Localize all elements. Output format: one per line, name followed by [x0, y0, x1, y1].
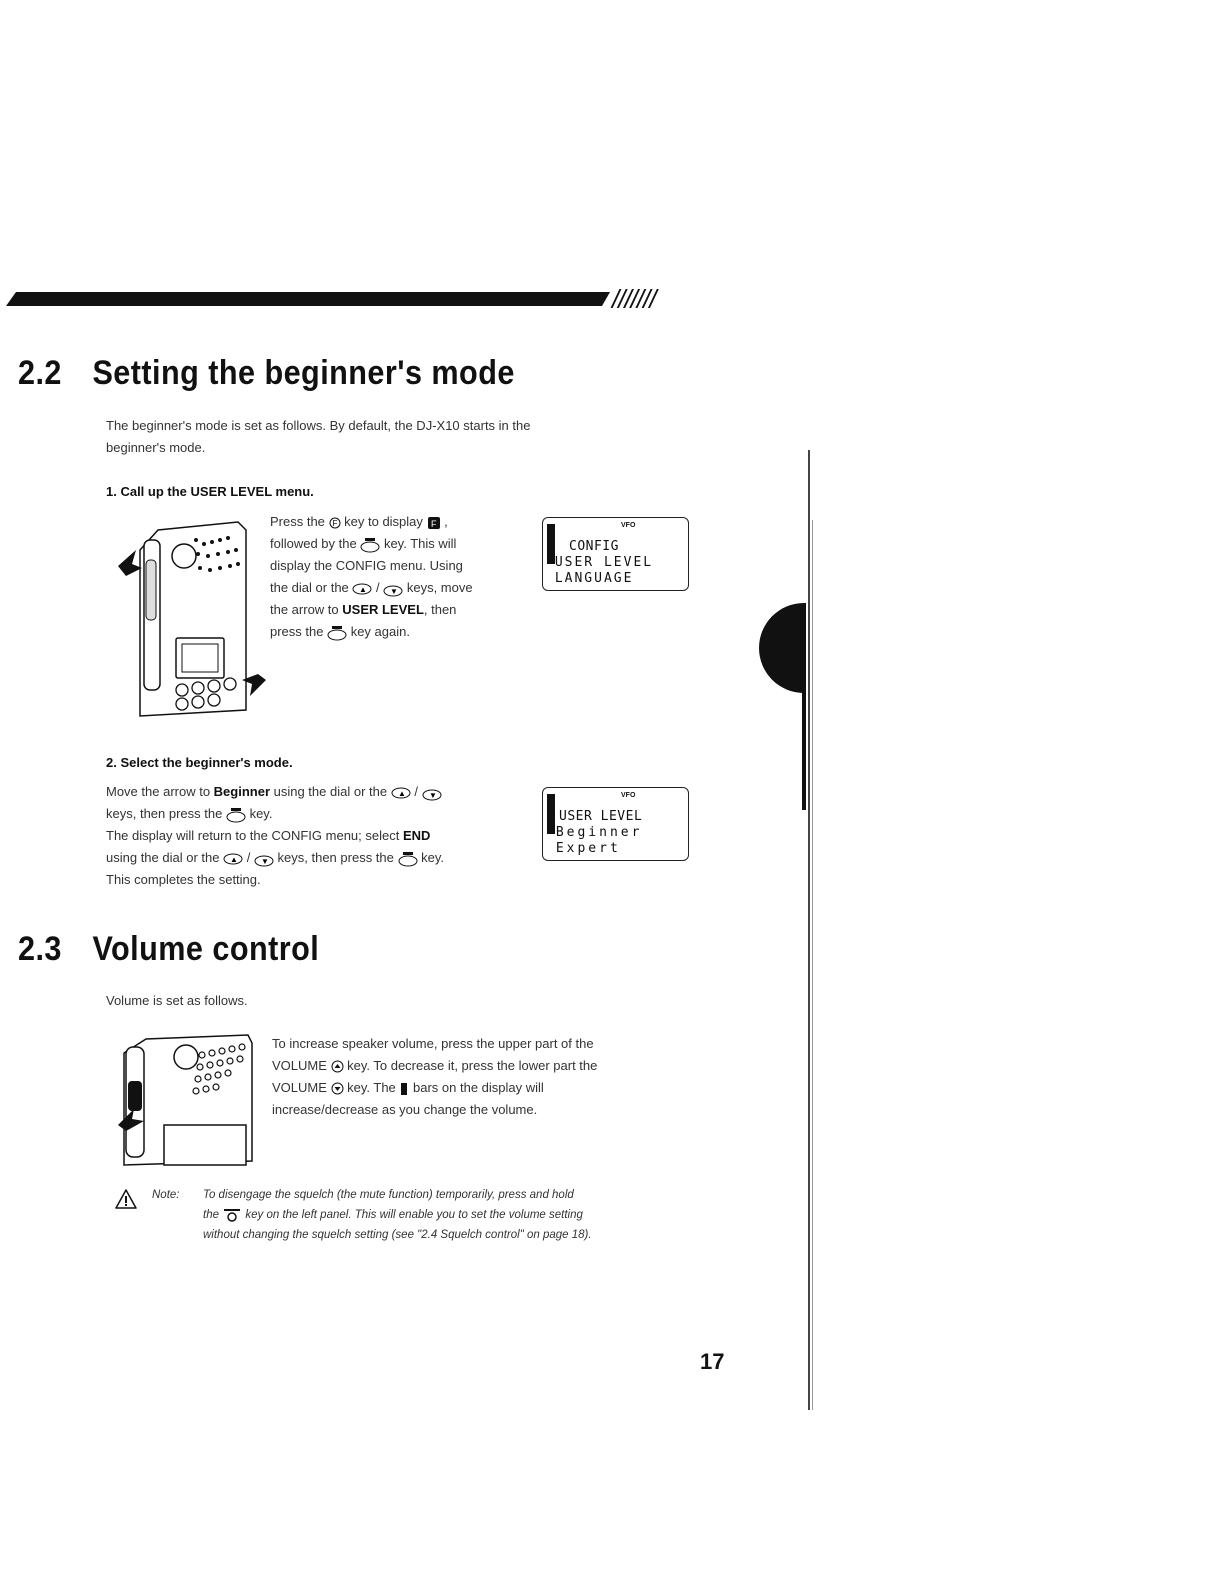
step2-line-4-post: key.: [417, 850, 444, 865]
svg-text:F: F: [430, 518, 437, 529]
radio-handset-drawing: [118, 520, 268, 720]
lcd-line-2: -USER LEVEL: [545, 555, 654, 570]
edge-line-faint: [812, 520, 813, 1410]
step1-line-4-mid: /: [372, 580, 384, 595]
volume-line-3-post: bars on the display will: [409, 1080, 544, 1095]
svg-text:▲: ▲: [397, 788, 406, 798]
step1-line-5-bold: USER LEVEL: [342, 602, 424, 617]
down-key-icon: [422, 785, 442, 801]
section-22-intro-line1: The beginner's mode is set as follows. By default, the DJ-X10 starts in the: [106, 418, 531, 433]
step1-line-1-post2: ,: [440, 514, 448, 529]
radio-handset-side-drawing: [116, 1033, 256, 1168]
section-22-intro-line2: beginner's mode.: [106, 440, 206, 455]
step1-line-4-pre: the dial or the: [270, 580, 353, 595]
step2-line-4-sep: /: [243, 850, 254, 865]
radio-illustration-2: [116, 1033, 256, 1173]
thumb-tab-marker: [759, 603, 849, 693]
step2-line-3-bold: END: [402, 828, 431, 843]
f-indicator-icon: [427, 516, 441, 530]
lcd-line-3: LANGUAGE: [545, 571, 634, 586]
f-key-icon: [329, 517, 341, 529]
step1-line-5-post: , then: [423, 602, 457, 617]
note-line-3: without changing the squelch setting (see "2.4 Squelch control" on page 18).: [203, 1229, 592, 1241]
volume-line-3-mid: key. The: [343, 1080, 400, 1095]
svg-text:F: F: [332, 518, 337, 528]
note-line-2: [203, 1205, 592, 1225]
volume-line-4: increase/decrease as you change the volume.: [272, 1102, 538, 1117]
step2-line-1-sep: /: [410, 784, 422, 799]
volume-line-3-pre: VOLUME: [272, 1080, 331, 1095]
step2-title: 2. Select the beginner's mode.: [106, 755, 293, 770]
section-22-intro: [106, 415, 530, 459]
volume-bars-icon: [399, 1082, 409, 1096]
step2-line-2: [106, 803, 444, 825]
section-23-number: 2.3: [18, 930, 62, 968]
step2-line-3: [106, 825, 444, 847]
volume-line-2: [272, 1055, 597, 1077]
note-line-2-post: key on the left panel. This will enable you to set the volume setting: [242, 1209, 583, 1221]
svg-text:▲: ▲: [230, 854, 238, 864]
arrow-left-indicator: [118, 550, 142, 576]
step2-line-1-post: using the dial or the: [270, 784, 391, 799]
caution-triangle-icon: [114, 1188, 138, 1210]
volume-down-icon: [331, 1082, 344, 1095]
step2-line-2-pre: keys, then press the: [106, 806, 226, 821]
set-ent-key-icon: [327, 625, 347, 641]
header-band: [0, 284, 720, 314]
down-key-icon: [383, 581, 403, 597]
step1-line-1-post: key to display: [340, 514, 427, 529]
lcd-line-1: CONFIG: [569, 539, 619, 554]
step1-line-5: [270, 599, 473, 621]
step2-line-5: This completes the setting.: [106, 872, 261, 887]
step1-line-5-pre: the arrow to: [270, 602, 343, 617]
step1-line-6-pre: press the: [270, 624, 328, 639]
volume-line-2-pre: VOLUME: [272, 1058, 331, 1073]
lcd-display-user-level: [542, 787, 689, 861]
volume-line-3: [272, 1077, 597, 1099]
section-23-text: [272, 1033, 597, 1121]
step2-line-2-post: key.: [245, 806, 273, 821]
volume-line-2-post: key. To decrease it, press the lower part the: [343, 1058, 598, 1073]
section-22-number: 2.2: [18, 354, 62, 392]
svg-text:▼: ▼: [260, 856, 269, 866]
svg-text:▼: ▼: [428, 790, 437, 800]
section-23-heading: [18, 930, 319, 969]
note-line-1: To disengage the squelch (the mute function) temporarily, press and hold: [203, 1189, 574, 1201]
step1-line-2-pre: followed by the: [270, 536, 361, 551]
step2-line-1-bold: Beginner: [213, 784, 270, 799]
note-body: [203, 1185, 592, 1245]
set-ent-key-icon: [360, 537, 380, 553]
section-22-heading: [18, 354, 515, 393]
step1-line-2-post: key. This will: [380, 536, 457, 551]
step1-title: 1. Call up the USER LEVEL menu.: [106, 484, 314, 499]
volume-up-icon: [331, 1060, 344, 1073]
note-label: Note:: [152, 1189, 180, 1201]
lcd-line-1: USER LEVEL: [559, 809, 643, 824]
set-ent-key-icon: [226, 807, 246, 823]
lcd-line-2: -Beginner: [545, 825, 643, 840]
step2-line-1-pre: Move the arrow to: [106, 784, 214, 799]
note-warning-icon: [114, 1188, 138, 1215]
step1-line-3: [270, 555, 473, 577]
step2-text: [106, 781, 444, 891]
svg-text:▲: ▲: [359, 584, 368, 594]
step1-line-1-pre: Press the: [270, 514, 329, 529]
step1-line-6: [270, 621, 473, 643]
edge-line-thin: [808, 450, 810, 1410]
svg-text:▼: ▼: [390, 586, 399, 596]
step2-line-1: [106, 781, 444, 803]
up-key-icon: [223, 851, 243, 867]
step1-line-4: [270, 577, 473, 599]
page-number: 17: [700, 1349, 725, 1374]
step1-text: [270, 511, 473, 643]
step2-line-3-pre: The display will return to the CONFIG menu; select: [106, 828, 403, 843]
edge-line-thick: [802, 690, 806, 810]
section-22-title: Setting the beginner's mode: [92, 354, 515, 392]
step2-line-4: [106, 847, 444, 869]
lcd-line-3: Expert: [545, 841, 621, 856]
section-23-title: Volume control: [92, 930, 320, 968]
step1-line-1: [270, 511, 473, 533]
step1-line-6-post: key again.: [347, 624, 410, 639]
volume-line-1: To increase speaker volume, press the upper part of the: [272, 1036, 594, 1051]
step1-line-2: [270, 533, 473, 555]
header-band-slashes: ///////: [612, 284, 656, 314]
step2-line-4-mid: keys, then press the: [273, 850, 398, 865]
step1-line-3-pre: display the CONFIG menu. Using: [270, 558, 463, 573]
up-key-icon: [391, 785, 411, 801]
up-key-icon: [352, 581, 372, 597]
lcd-display-config: [542, 517, 689, 591]
set-ent-key-icon: [398, 851, 418, 867]
section-23-intro: Volume is set as follows.: [106, 993, 248, 1008]
note-line-2-pre: the: [203, 1209, 223, 1221]
down-key-icon: [254, 851, 274, 867]
monitor-key-icon: [222, 1208, 242, 1222]
lcd-vfo-tag: VFO: [621, 792, 636, 799]
lcd-vfo-tag: VFO: [621, 522, 636, 529]
step2-line-4-pre: using the dial or the: [106, 850, 224, 865]
radio-illustration-1: [118, 520, 268, 725]
step1-line-4-post: keys, move: [403, 580, 473, 595]
